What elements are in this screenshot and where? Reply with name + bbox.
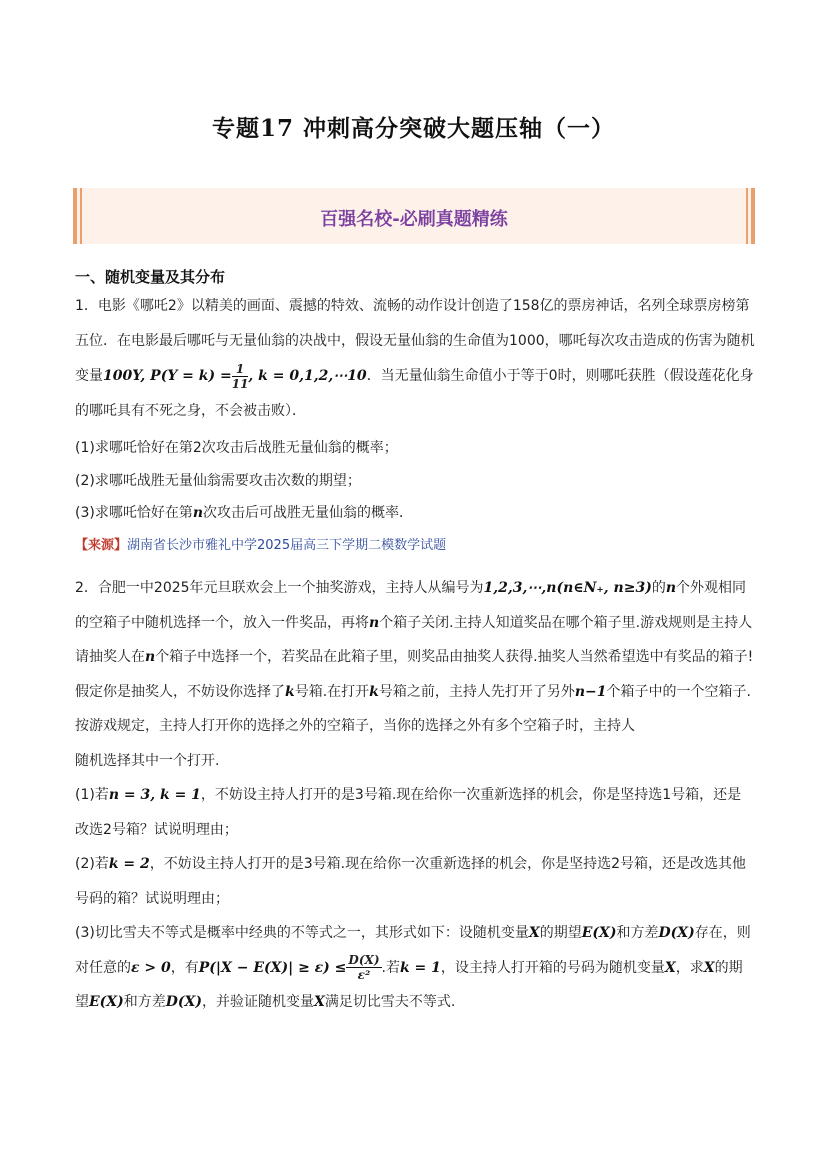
q2-text: 品的箱子!假定你是抽奖人，不妨设你选择了 (75, 649, 754, 700)
q1-line-3-text: 害为随机变量 (75, 333, 755, 384)
q2-text: 2．合肥一中2025年元旦联欢会上一个抽奖游戏，主持人从编号为 (75, 580, 484, 596)
q2-sub-3-math: X (664, 959, 676, 976)
q2-fraction-denominator: ε² (357, 968, 371, 982)
q2-sub-1-math: n = 3, k = 1 (108, 787, 201, 803)
source-tag: 【来源】 (75, 538, 128, 553)
q1-formula-2: , k = 0,1,2,⋯10 (248, 368, 367, 384)
q2-sub-3-text: 存 (694, 925, 709, 941)
q2-sub-1-text: (1)若 (75, 787, 109, 803)
q1-sub-2: (2)求哪吒战胜无量仙翁需要攻击次数的期望； (75, 473, 361, 489)
q2-sub-3-text: 的期望 (539, 925, 582, 941)
q2-sub-3-math: X (703, 959, 715, 976)
q2-sub-3-text: (3)切比雪夫不等式是概率中经典的不等式之一，其形式如下：设随机变量 (75, 925, 529, 941)
q2-text: 随机选择其中一个打开. (75, 752, 220, 769)
q2-math: k (285, 683, 295, 700)
q2-sub-3-text: .若 (381, 959, 400, 976)
q2-math: k (369, 683, 379, 700)
q1-formula-1: 100Y, P(Y = k) = (103, 368, 232, 384)
q2-sub-3-math: D(X) (165, 994, 203, 1010)
q2-sub-2-text: (2)若 (75, 856, 109, 872)
q2-sub-3-text: 满足切比雪夫不等式. (324, 994, 456, 1010)
q2-sub-1-text: ，不妨设主持人打开的是3号箱.现在给你一次重新选择的机会，你是坚持选1号箱，还是 (200, 787, 742, 803)
q1-fraction (232, 363, 249, 390)
q2-text: 个箱子中 (606, 683, 663, 700)
q2-math: n (145, 649, 156, 665)
q2-math: n (665, 580, 677, 596)
question-1 (75, 289, 755, 429)
page-title: 专题17 冲刺高分突破大题压轴（一） (211, 115, 615, 142)
q1-sub-3-var: n (192, 505, 204, 521)
q2-text: 的一个空箱子.按游戏规定，主持人打开你的选择之外的空箱子，当你的选择之外有多个空箱子时，主持人 (75, 683, 751, 734)
q1-fraction-numerator: 1 (232, 363, 249, 377)
q2-chebyshev-fraction (346, 954, 381, 981)
q2-math: 1,2,3,⋯,n(n∈N₊, n≥3) (483, 580, 652, 596)
q2-sub-3-math: k = 1 (399, 959, 441, 976)
q1-fraction-denominator: 11 (231, 376, 249, 391)
q2-sub-3-text: ，有 (170, 959, 199, 976)
q2-sub-3-math: D(X) (658, 925, 695, 941)
q2-sub-1-text: 改选2号箱？试说明理由； (75, 821, 238, 838)
section-heading: 一、随机变量及其分布 (75, 268, 226, 286)
q2-text: 的空箱子中随机选择一个，放入一件奖品，再将 (75, 614, 369, 631)
q2-text: 号箱之前，主持人先打开了另外 (378, 683, 575, 700)
q1-line-4: 化身的哪吒具有不死之身，不会被击败）． (75, 368, 754, 419)
q2-sub-3-math: E(X) (581, 925, 617, 941)
q2-math: n−1 (574, 683, 607, 700)
q1-sub-3-rest: 次攻击后可战胜无量仙翁的概率． (203, 505, 414, 521)
source-text: 湖南省长沙市雅礼中学2025届高三下学期二模数学试题 (127, 538, 447, 553)
q2-text: 个箱子关闭.主持人知道奖品在哪个箱子里.游戏规则是主 (379, 614, 725, 631)
q2-sub-3-text: 和方差 (123, 994, 166, 1010)
q2-sub-3-text: 和方差 (616, 925, 659, 941)
q2-fraction-numerator: D(X) (348, 953, 380, 967)
q2-text: 持人请抽奖人在 (75, 614, 753, 665)
q2-sub-2-math: k = 2 (108, 856, 150, 872)
q2-sub-2-text: ，不妨设主持人打开的是3号箱.现在给你一次重新选择的机会，你是坚持选2号箱，还是改选 (149, 856, 719, 872)
q2-sub-3-math: E(X) (89, 994, 124, 1010)
q1-line-3-rest: ．当无量仙翁生命值小于等于0时，则哪吒获胜（假设莲花 (366, 368, 726, 384)
q2-sub-3-text: ，并验证随机变量 (202, 994, 315, 1010)
q1-sub-3 (75, 502, 413, 522)
q1-line-2: 榜第五位．在电影最后哪吒与无量仙翁的决战中，假设无量仙翁的生命值为1000，哪吒每次攻击造成的伤 (75, 298, 750, 349)
q2-chebyshev-lhs: P(|X − E(X)| ≥ ε) ≤ (198, 959, 347, 976)
banner-text: 百强名校-必刷真题精练 (320, 209, 508, 230)
question-2 (75, 571, 755, 1020)
q2-sub-3-math: X (528, 925, 540, 941)
q2-text: 个外观相同 (676, 580, 747, 596)
q2-sub-3-text: 在，则对任意的 (75, 925, 751, 976)
q2-sub-3-text: ，设主持人打开箱的号码为随机变量 (440, 959, 665, 976)
q2-sub-2-text: 其他号码的箱？试说明理由； (75, 856, 747, 907)
q1-line-1: 1．电影《哪吒2》以精美的画面、震撼的特效、流畅的动作设计创造了158亿的票房神话，名列全球票房 (75, 298, 722, 314)
q1-source (75, 534, 446, 553)
q2-sub-3-text: ，求 (675, 959, 704, 976)
q2-sub-3-math: ε > 0 (131, 959, 171, 976)
q1-sub-3-text: (3)求哪吒恰好在第 (75, 505, 193, 521)
q1-sub-1: (1)求哪吒恰好在第2次攻击后战胜无量仙翁的概率； (75, 440, 398, 456)
q2-math: n (369, 614, 380, 631)
q2-text: 号箱.在打开 (294, 683, 370, 700)
q2-sub-3-text: 的期望 (75, 959, 743, 1010)
q2-text: 的 (651, 580, 666, 596)
q2-sub-3-math: X (314, 994, 325, 1010)
q2-text: 个箱子中选择一个，若奖品在此箱子里，则奖品由抽奖人获得.抽奖人当然希望选中有奖 (155, 649, 692, 665)
section-banner (73, 188, 755, 244)
